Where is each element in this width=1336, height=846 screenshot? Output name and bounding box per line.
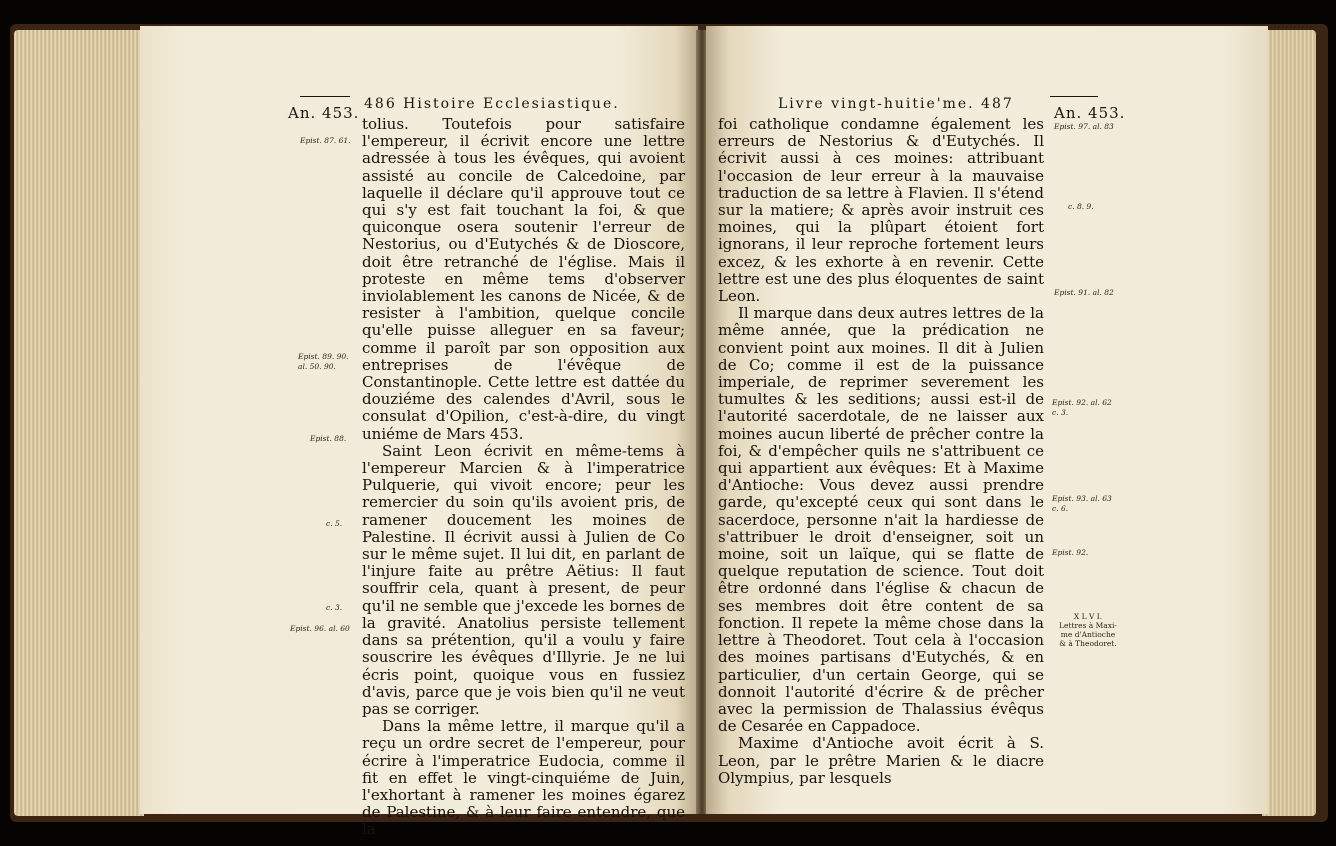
section-sidehead <box>1048 612 1128 648</box>
left-header-rule <box>300 96 350 97</box>
margin-note: al. 50. 90. <box>298 362 336 371</box>
paragraph: Maxime d'Antioche avoit écrit à S. Leon, par le prêtre Marien & le diacre Olympius, par lesquels <box>718 734 1044 787</box>
margin-note: c. 3. <box>1052 408 1069 417</box>
margin-note: Epist. 88. <box>310 434 347 443</box>
margin-note: Epist. 92. al. 62 <box>1052 398 1112 407</box>
margin-note: c. 6. <box>1052 504 1069 513</box>
right-body-text <box>718 116 1044 787</box>
left-body-text <box>362 116 685 839</box>
paragraph: Il marque dans deux autres lettres de la même année, que la prédication ne convient point aux moines. Il dit à Julien de Co; comme il est de la puissance imperiale, de reprimer severement les tumultes & les seditions; aussi est-il de l'autorité sacerdotale, de ne laisser aux moines aucun liberté de prêcher contre la foi, & d'empêcher quils ne s'attribuent ce qui appartient aux évêques: Et à Maxime d'Antioche: Vous devez aussi prendre garde, qu'excepté ceux qui sont dans le sacerdoce, personne n'ait la hardiesse de s'attribuer le droit d'enseigner, soit un moine, soit un laïque, qui se flatte de quelque reputation de science. Tout doit être ordonné dans l'église & chacun de ses membres doit être content de sa fonction. Il repete la même chose dans la lettre à Theodoret. Tout cela à l'occasion des moines partisans d'Eutychés, & en particulier, d'un certain George, qui se donnoit l'autorité d'écrire & de prêcher avec la permission de Thalassius évêqus de Cesarée en Cappadoce. <box>718 304 1044 736</box>
paragraph: Dans la même lettre, il marque qu'il a reçu un ordre secret de l'empereur, pour écrire à l'imperatrice Eudocia, comme il fit en effet le vingt-cinquiéme de Juin, l'exhortant à ramener les moines égarez de Palestine, & à leur faire entendre, que la <box>362 717 685 839</box>
margin-note: Epist. 89. 90. <box>298 352 349 361</box>
sidehead-number: X L V I. <box>1073 612 1103 621</box>
sidehead-line: & à Theodoret. <box>1059 639 1117 648</box>
left-year-marker: An. 453. <box>288 104 360 122</box>
right-page-edges <box>1262 30 1316 816</box>
right-page-header: Livre vingt-huitie'me. 487 <box>778 96 1014 112</box>
sidehead-line: me d'Antioche <box>1060 630 1116 639</box>
right-header-rule <box>1050 96 1098 97</box>
paragraph: tolius. Toutefois pour satisfaire l'empereur, il écrivit encore une lettre adressée à tous les évêques, qui avoient assisté au concile de Calcedoine, par laquelle il déclare qu'il approuve tout ce qui s'y est fait touchant la foi, & que quiconque osera soutenir l'erreur de Nestorius, ou d'Eutychés & de Dioscore, doit être retranché de l'église. Mais il proteste en même tems d'observer inviolablement les canons de Nicée, & de resister à l'ambition, quelque concile qu'elle puisse alleguer en sa faveur; comme il paroît par son opposition aux entreprises de l'évêque de Constantinople. Cette lettre est dattée du douziéme des calendes d'Avril, sous le consulat d'Opilion, c'est-à-dire, du vingt uniéme de Mars 453. <box>362 115 685 443</box>
margin-note: c. 8. 9. <box>1068 202 1094 211</box>
left-page-header: 486 Histoire Ecclesiastique. <box>364 96 620 112</box>
right-year-marker: An. 453. <box>1054 104 1126 122</box>
margin-note: Epist. 96. al. 60 <box>290 624 350 633</box>
paragraph: foi catholique condamne également les erreurs de Nestorius & d'Eutychés. Il écrivit aussi à ces moines: attribuant l'occasion de leur erreur à la mauvaise traduction de sa lettre à Flavien. Il s'étend sur la matiere; & après avoir instruit ces moines, qui la plûpart étoient fort ignorans, il leur reproche fortement leurs excez, & les exhorte à en revenir. Cette lettre est une des plus éloquentes de saint Leon. <box>718 115 1044 306</box>
margin-note: c. 5. <box>326 519 343 528</box>
left-page-edges <box>14 30 144 816</box>
margin-note: Epist. 97. al. 83 <box>1054 122 1114 131</box>
paragraph: Saint Leon écrivit en même-tems à l'empereur Marcien & à l'imperatrice Pulquerie, qui vivoit encore; peur les remercier du soin qu'ils avoient pris, de ramener doucement les moines de Palestine. Il écrivit aussi à Julien de Co sur le même sujet. Il lui dit, en parlant de l'injure faite au prêtre Aëtius: Il faut souffrir cela, quant à present, de peur qu'il ne semble que j'excede les bornes de la gravité. Anatolius persiste tellement dans sa prétention, qu'il a voulu y faire souscrire les évêques d'Illyrie. Je ne lui écris point, quoique vous en fussiez d'avis, parce que je vois bien qu'il ne veut pas se corriger. <box>362 441 685 718</box>
margin-note: c. 3. <box>326 603 343 612</box>
sidehead-line: Lettres à Maxi- <box>1059 621 1117 630</box>
margin-note: Epist. 91. al. 82 <box>1054 288 1114 297</box>
margin-note: Epist. 93. al. 63 <box>1052 494 1112 503</box>
margin-note: Epist. 87. 61. <box>300 136 351 145</box>
margin-note: Epist. 92. <box>1052 548 1089 557</box>
